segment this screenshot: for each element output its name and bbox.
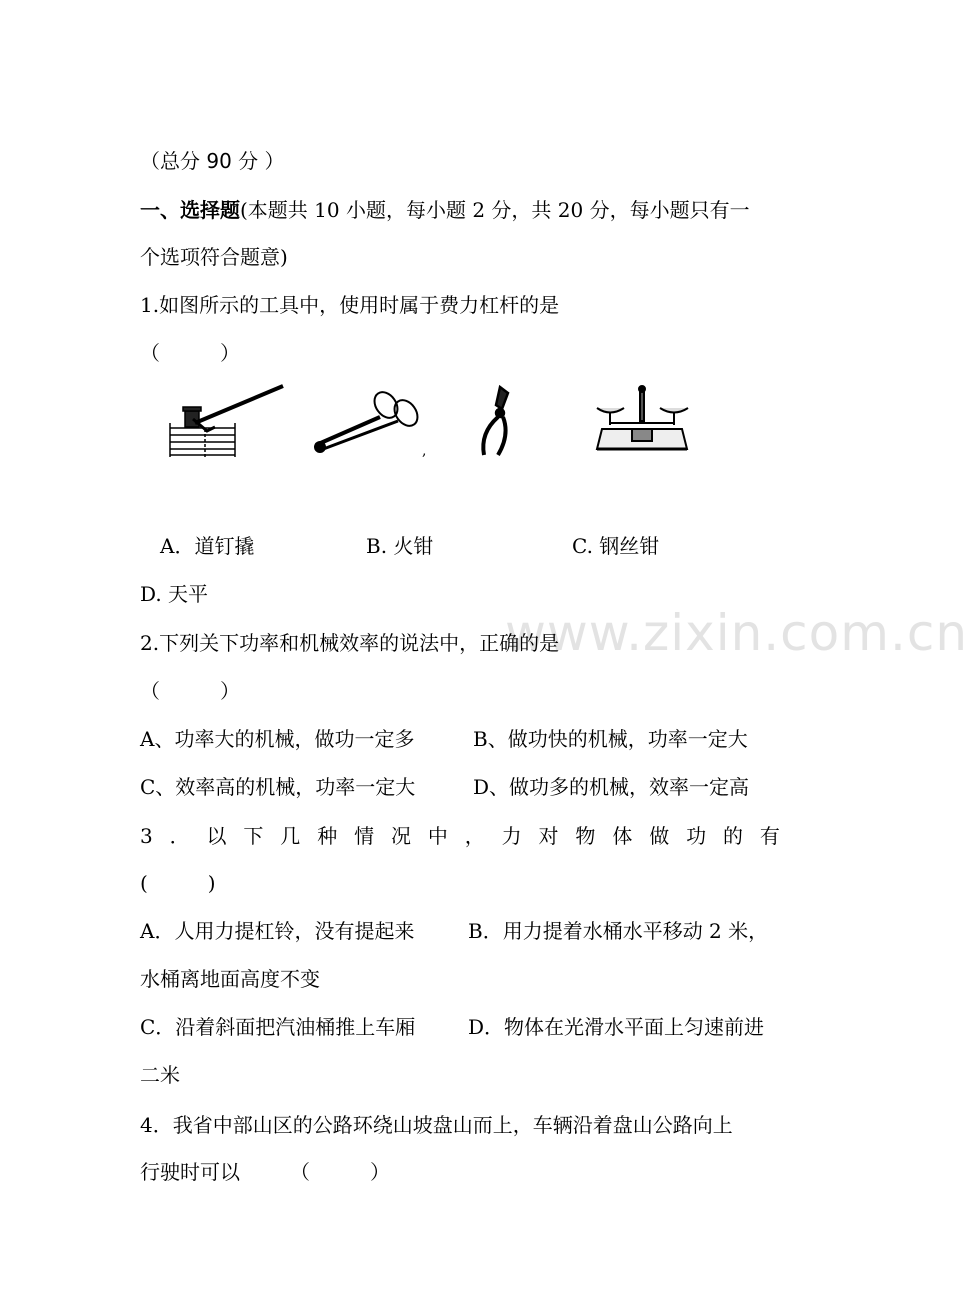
q3-stem-part: 力: [501, 824, 522, 848]
q3-stem-part: 中: [427, 824, 448, 848]
section-1-desc: (本题共 10 小题，每小题 2 分，共 20 分，每小题只有一: [240, 198, 750, 222]
q3-option-b-cont: 水桶离地面高度不变: [140, 967, 320, 991]
q1-bracket: （ ）: [140, 341, 240, 365]
q3-stem-part: 情: [354, 824, 375, 848]
q4-stem: 4．我省中部山区的公路环绕山坡盘山而上，车辆沿着盘山公路向上: [140, 1113, 733, 1137]
q3-stem-part: 以: [206, 824, 227, 848]
q2-stem: 2.下列关下功率和机械效率的说法中，正确的是: [140, 631, 560, 655]
q4-bracket: （ ）: [290, 1160, 390, 1184]
q3-stem-part: 下: [243, 824, 264, 848]
q3-stem-part: 做: [649, 824, 670, 848]
watermark: www.zixin.com.cn: [505, 604, 968, 662]
q2-bracket: （ ）: [140, 679, 240, 703]
fire-tongs-figure: [308, 383, 423, 458]
q1-stem: 1.如图所示的工具中，使用时属于费力杠杆的是: [140, 293, 560, 317]
railroad-crowbar-figure: [165, 383, 290, 458]
wire-pliers-figure: [470, 383, 525, 458]
q3-stem-part: 体: [612, 824, 633, 848]
q3-stem-part: ，: [464, 824, 485, 848]
q3-stem-part: 的: [722, 824, 743, 848]
q3-option-d: D．物体在光滑水平面上匀速前进: [468, 1015, 765, 1039]
q3-option-c: C．沿着斜面把汽油桶推上车厢: [140, 1015, 416, 1039]
q3-stem: [140, 822, 780, 850]
q3-option-a: A．人用力提杠铃，没有提起来: [140, 919, 415, 943]
q2-option-a: A、功率大的机械，做功一定多: [140, 727, 415, 751]
q2-option-c: C、效率高的机械，功率一定大: [140, 775, 416, 799]
q1-option-d: D. 天平: [140, 582, 209, 606]
q3-stem-part: 物: [575, 824, 596, 848]
q1-option-c: C. 钢丝钳: [572, 534, 660, 558]
q2-option-b: B、做功快的机械，功率一定大: [473, 727, 748, 751]
q3-stem-part: 几: [280, 824, 301, 848]
q3-stem-part: 况: [390, 824, 411, 848]
q1-option-a: A．道钉撬: [160, 534, 255, 558]
section-1-desc-cont: 个选项符合题意): [140, 245, 288, 269]
q3-option-d-cont: 二米: [140, 1063, 180, 1087]
balance-scale-figure: [592, 383, 692, 458]
q3-stem-part: ．: [169, 824, 190, 848]
figure-stray-mark: ,: [422, 443, 427, 459]
q1-option-b: B. 火钳: [366, 534, 434, 558]
section-1-title-line: [140, 196, 750, 224]
total-score: （总分 90 分 ）: [140, 149, 285, 173]
q3-bracket: ( ): [140, 871, 216, 895]
q2-option-d: D、做功多的机械，效率一定高: [473, 775, 750, 799]
q3-stem-part: 种: [317, 824, 338, 848]
q4-stem-cont: 行驶时可以: [140, 1160, 240, 1184]
q3-stem-part: 对: [538, 824, 559, 848]
q3-option-b: B．用力提着水桶水平移动 2 米，: [468, 919, 769, 943]
q3-stem-part: 有: [759, 824, 780, 848]
section-1-title: 一、选择题: [140, 198, 240, 222]
q3-stem-part: 3: [140, 824, 153, 848]
q3-stem-part: 功: [686, 824, 707, 848]
